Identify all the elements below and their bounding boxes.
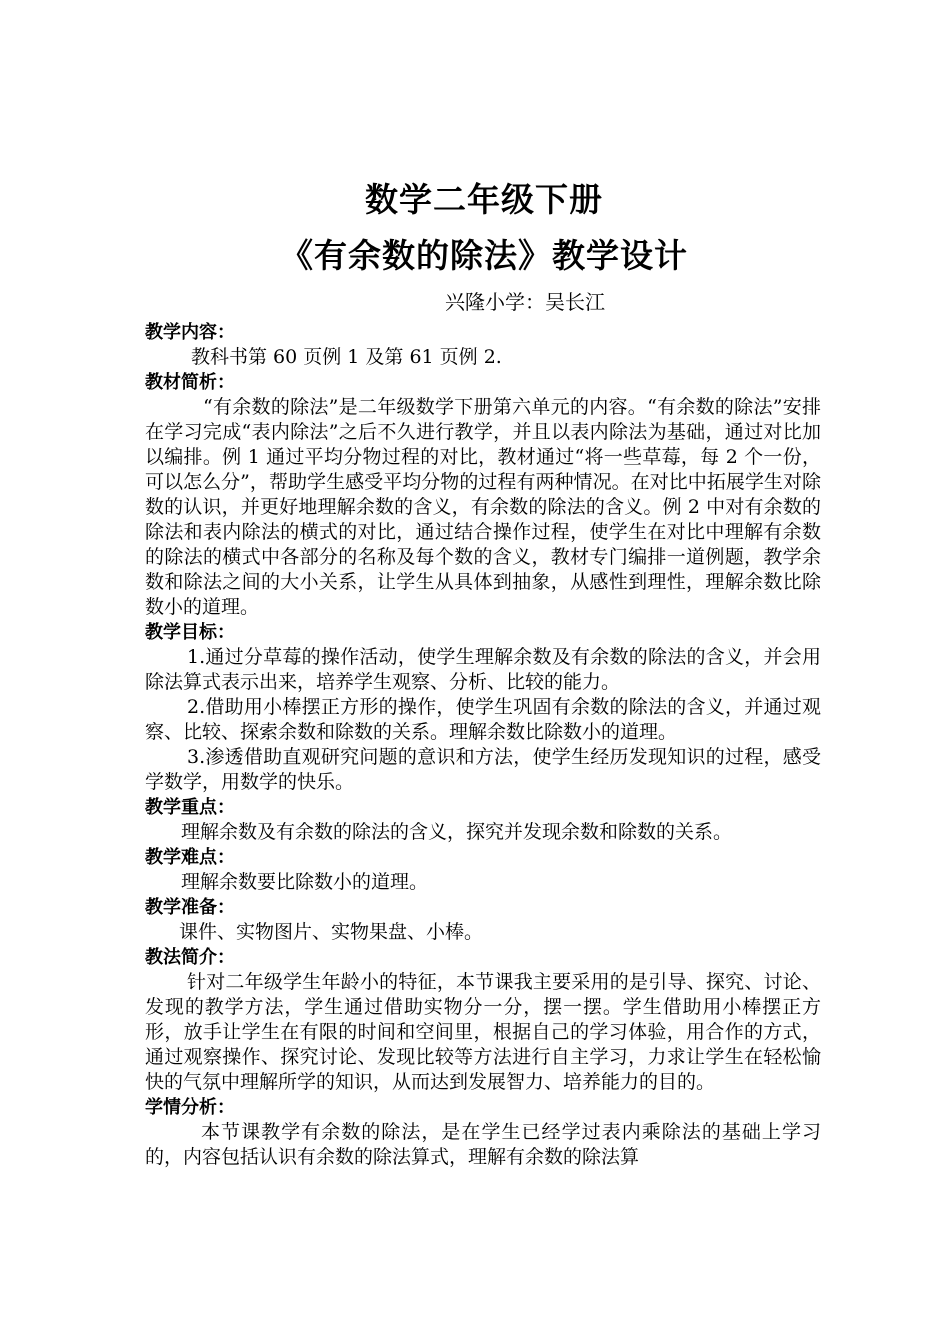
section-paragraph: 理解余数及有余数的除法的含义，探究并发现余数和除数的关系。 [181, 821, 733, 843]
section-heading: 教材简析： [145, 372, 235, 393]
section-paragraph: 教科书第 60 页例 1 及第 61 页例 2. [191, 346, 502, 368]
section-key-points [145, 795, 821, 845]
objective-item: 3.渗透借助直观研究问题的意识和方法，使学生经历发现知识的过程，感受学数学，用数学的快乐。 [145, 746, 821, 793]
section-paragraph: 理解余数要比除数小的道理。 [181, 871, 429, 893]
section-teaching-objectives [145, 620, 821, 795]
section-teaching-content [145, 320, 821, 370]
objective-item: 1.通过分草莓的操作活动，使学生理解余数及有余数的除法的含义，并会用除法算式表示出来，培养学生观察、分析、比较的能力。 [145, 646, 821, 693]
section-heading: 教学目标： [145, 622, 235, 643]
section-student-analysis [145, 1095, 821, 1170]
document-author: 兴隆小学：吴长江 [445, 290, 605, 314]
section-heading: 教学重点： [145, 797, 235, 818]
document-title-line1: 数学二年级下册 [365, 180, 603, 219]
document-body [145, 172, 821, 1170]
section-paragraph: 课件、实物图片、实物果盘、小棒。 [179, 921, 484, 943]
section-paragraph: “有余数的除法”是二年级数学下册第六单元的内容。“有余数的除法”安排在学习完成“表内除法”之后不久进行教学，并且以表内除法为基础，通过对比加以编排。例 1 通过平均分物过程的对比，教材通过“将一些草莓，每 2 个一份，可以怎么分”，帮助学生感受平均分物的过程有两种情况。在对比中拓展学生对除数的认识，并更好地理解余数的含义，有余数的除法的含义。例 2 中对有余数的除法和表内除法的横式的对比，通过结合操作过程，使学生在对比中理解有余数的除法的横式中各部分的名称及每个数的含义，教材专门编排一道例题，教学余数和除法之间的大小关系，让学生从具体到抽象，从感性到理性，理解余数比除数小的道理。 [145, 396, 821, 618]
document-title-line2: 《有余数的除法》教学设计 [280, 236, 688, 275]
section-method-intro [145, 945, 821, 1095]
section-material-analysis [145, 370, 821, 620]
section-preparation [145, 895, 821, 945]
section-heading: 教学准备： [145, 897, 235, 918]
section-paragraph: 针对二年级学生年龄小的特征，本节课我主要采用的是引导、探究、讨论、发现的教学方法，学生通过借助实物分一分，摆一摆。学生借助用小棒摆正方形，放手让学生在有限的时间和空间里，根据自己的学习体验，用合作的方式，通过观察操作、探究讨论、发现比较等方法进行自主学习，力求让学生在轻松愉快的气氛中理解所学的知识，从而达到发展智力、培养能力的目的。 [145, 971, 821, 1093]
section-difficulties [145, 845, 821, 895]
section-paragraph: 本节课教学有余数的除法，是在学生已经学过表内乘除法的基础上学习的，内容包括认识有余数的除法算式，理解有余数的除法算 [145, 1121, 821, 1168]
objective-item: 2.借助用小棒摆正方形的操作，使学生巩固有余数的除法的含义，并通过观察、比较、探索余数和除数的关系。理解余数比除数小的道理。 [145, 696, 821, 743]
section-heading: 教法简介： [145, 947, 235, 968]
section-heading: 教学内容： [145, 322, 235, 343]
section-heading: 学情分析： [145, 1097, 235, 1118]
section-heading: 教学难点： [145, 847, 235, 868]
